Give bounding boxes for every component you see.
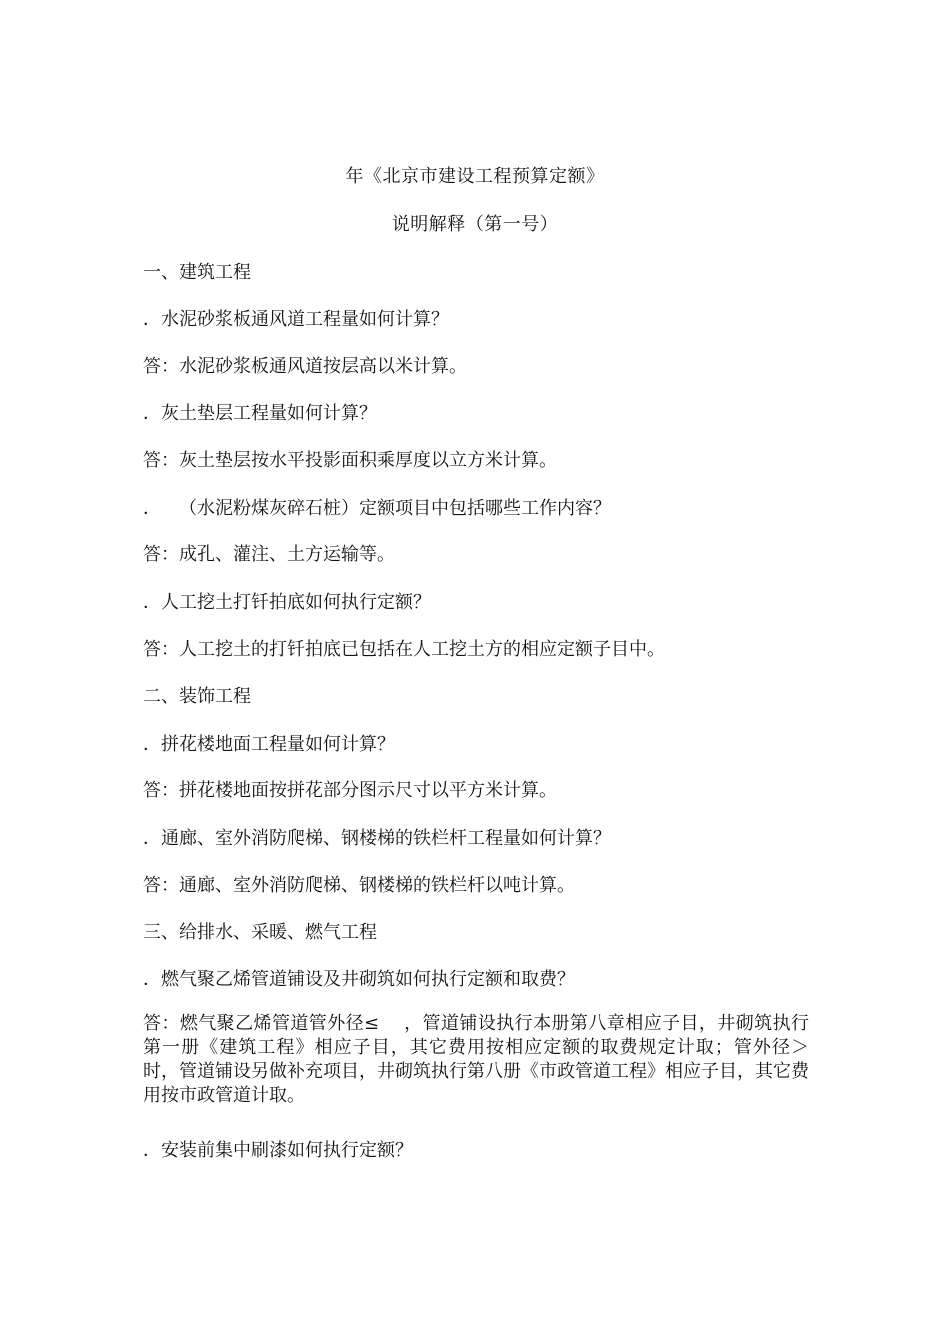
answer-2: 答：灰土垫层按水平投影面积乘厚度以立方米计算。 [143,450,557,471]
question-1: ．水泥砂浆板通风道工程量如何计算？ [143,309,449,330]
question-5: ．拼花楼地面工程量如何计算？ [143,734,395,755]
answer-1: 答：水泥砂浆板通风道按层高以米计算。 [143,356,467,377]
section-heading-construction: 一、建筑工程 [143,262,251,283]
document-subtitle: 说明解释（第一号） [391,214,559,235]
answer-6: 答：通廊、室外消防爬梯、钢楼梯的铁栏杆以吨计算。 [143,875,575,896]
question-7: ．燃气聚乙烯管道铺设及井砌筑如何执行定额和取费？ [143,969,575,990]
question-2: ．灰土垫层工程量如何计算？ [143,403,377,424]
answer-5: 答：拼花楼地面按拼花部分图示尺寸以平方米计算。 [143,780,557,801]
document-title: 年《北京市建设工程预算定额》 [345,166,605,187]
question-8: ．安装前集中刷漆如何执行定额？ [143,1140,413,1161]
answer-3: 答：成孔、灌注、土方运输等。 [143,544,395,565]
section-heading-plumbing: 三、给排水、采暖、燃气工程 [143,922,377,943]
question-6: ．通廊、室外消防爬梯、钢楼梯的铁栏杆工程量如何计算？ [143,828,611,849]
answer-7: 答：燃气聚乙烯管道管外径≤ ，管道铺设执行本册第八章相应子目，井砌筑执行第一册《建筑工程》相应子目，其它费用按相应定额的取费规定计取；管外径＞ 时，管道铺设另做补充项目，井砌筑执行第八册《市政管道工程》相应子目，其它费用按市政管道计取。 [143,1013,833,1106]
question-3: ． （水泥粉煤灰碎石桩）定额项目中包括哪些工作内容？ [143,498,611,519]
question-4: ．人工挖土打钎拍底如何执行定额？ [143,592,431,613]
section-heading-decoration: 二、装饰工程 [143,686,251,707]
answer-4: 答：人工挖土的打钎拍底已包括在人工挖土方的相应定额子目中。 [143,639,665,660]
